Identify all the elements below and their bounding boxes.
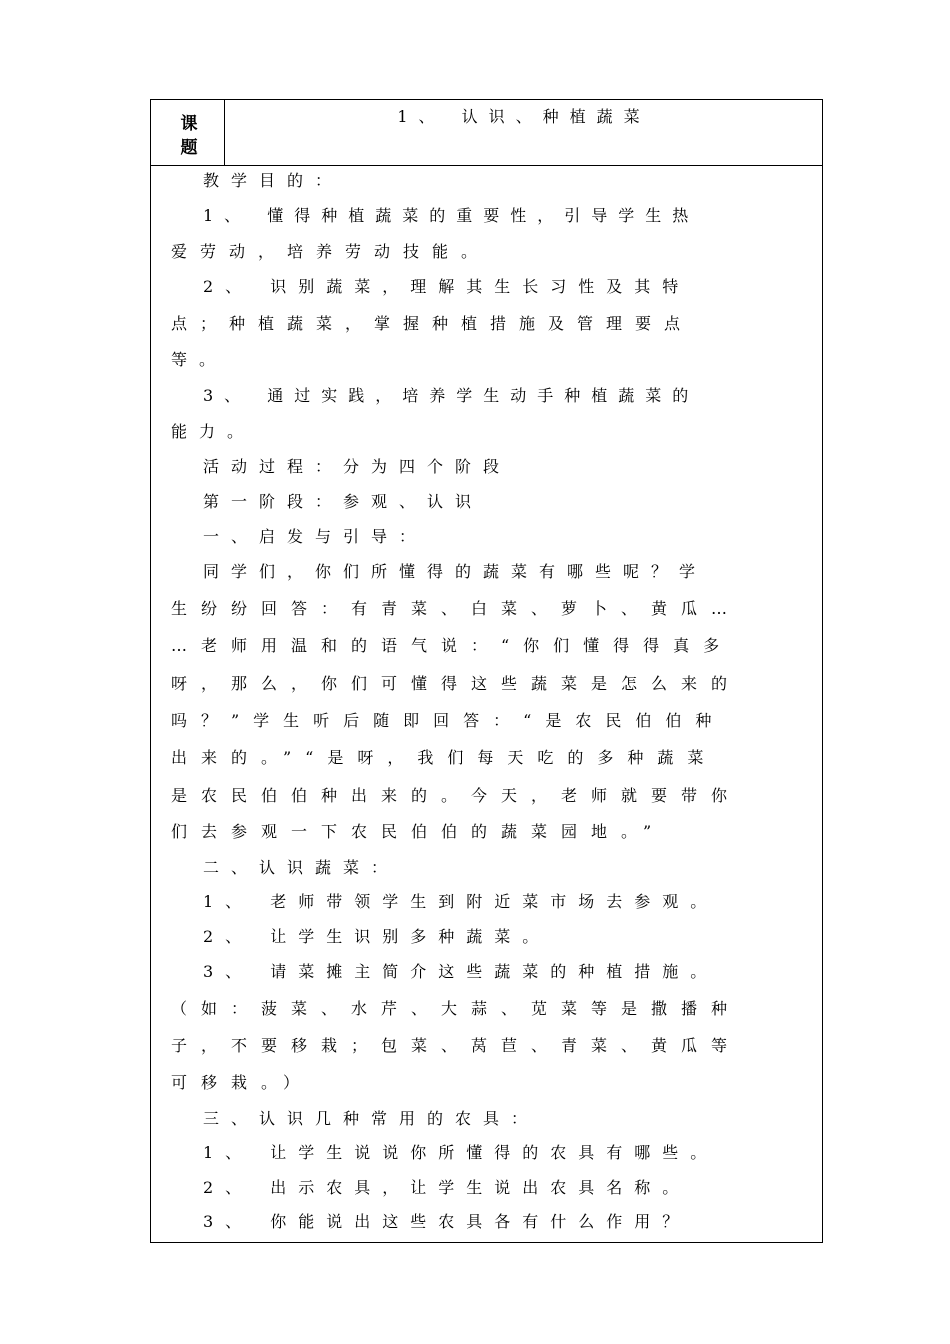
text-line: 一、启发与引导： <box>203 527 428 546</box>
text-line: 2、 识别蔬菜，理解其生长习性及其特 <box>203 277 691 296</box>
text-line: …老师用温和的语气说：“你们懂得得真多 <box>171 636 734 655</box>
text-line: 吗？”学生听后随即回答：“是农民伯伯种 <box>171 711 726 730</box>
text-line: 呀，那么，你们可懂得这些蔬菜是怎么来的 <box>171 674 742 693</box>
lesson-body <box>151 166 822 1242</box>
text-line: 第一阶段：参观、认识 <box>203 492 484 511</box>
lesson-title: 1、 认识、种植蔬菜 <box>397 107 651 126</box>
text-line: 是农民伯伯种出来的。今天，老师就要带你 <box>171 786 742 805</box>
text-line: 点；种植蔬菜，掌握种植措施及管理要点 <box>171 314 694 333</box>
text-line: 出来的。”“是呀，我们每天吃的多种蔬菜 <box>171 748 718 767</box>
text-line: 1、 老师带领学生到附近菜市场去参观。 <box>203 892 719 911</box>
text-line: （如：菠菜、水芹、大蒜、苋菜等是撒播种 <box>171 999 742 1018</box>
text-line: 3、 通过实践，培养学生动手种植蔬菜的 <box>203 386 700 405</box>
text-line: 们去参观一下农民伯伯的蔬菜园地。” <box>171 822 666 841</box>
text-line: 三、认识几种常用的农具： <box>203 1109 540 1128</box>
text-line: 活动过程：分为四个阶段 <box>203 457 512 476</box>
topic-label: 课题 <box>180 114 198 158</box>
text-line: 爱劳动，培养劳动技能。 <box>171 242 491 261</box>
text-line: 3、 请菜摊主简介这些蔬菜的种植措施。 <box>203 962 719 981</box>
text-line: 1、 懂得种植蔬菜的重要性，引导学生热 <box>203 206 700 225</box>
text-line: 同学们，你们所懂得的蔬菜有哪些呢？学 <box>203 562 708 581</box>
text-line: 3、 你能说出这些农具各有什么作用？ <box>203 1212 691 1231</box>
text-line: 等。 <box>171 350 228 369</box>
text-line: 生纷纷回答：有青菜、白菜、萝卜、黄瓜… <box>171 599 742 618</box>
text-line: 子，不要移栽；包菜、莴苣、青菜、黄瓜等 <box>171 1036 742 1055</box>
text-line: 教学目的： <box>203 171 344 190</box>
lesson-table <box>150 99 823 1243</box>
label-cell <box>151 100 225 165</box>
header-row <box>151 100 822 166</box>
text-line: 1、 让学生说说你所懂得的农具有哪些。 <box>203 1143 719 1162</box>
text-line: 能力。 <box>171 422 256 441</box>
text-line: 二、认识蔬菜： <box>203 858 400 877</box>
text-line: 2、 出示农具，让学生说出农具名称。 <box>203 1178 691 1197</box>
text-line: 可移栽。） <box>171 1073 314 1092</box>
text-line: 2、 让学生识别多种蔬菜。 <box>203 927 551 946</box>
